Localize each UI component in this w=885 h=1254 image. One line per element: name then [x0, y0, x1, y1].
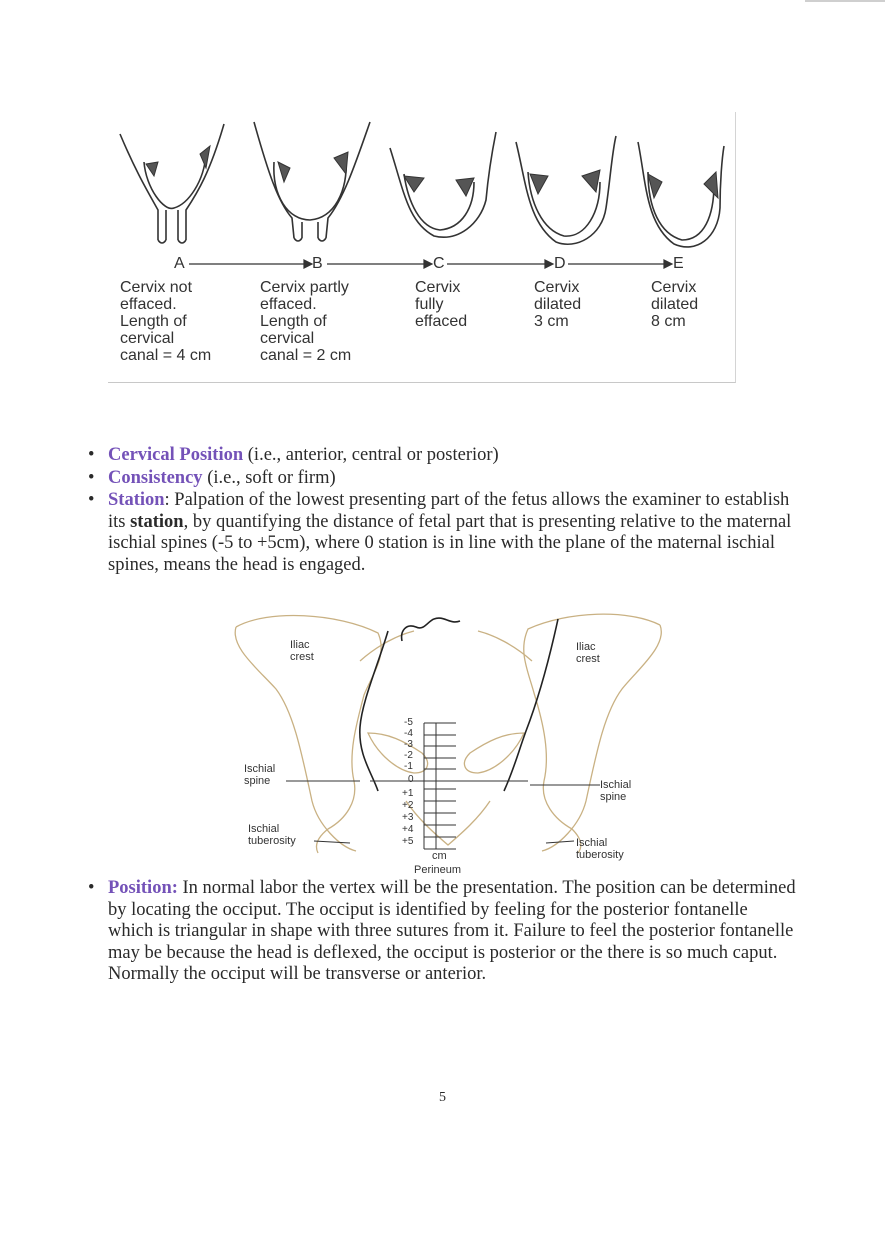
station-tick: -3 — [404, 739, 413, 750]
page-number: 5 — [439, 1090, 446, 1105]
stage-description-a: Cervix not effaced. Length of cervical canal = 4 cm — [120, 279, 212, 364]
bullet-keyword: Station — [108, 490, 165, 510]
cervix-drawing-b — [254, 122, 370, 241]
bullet-text: (i.e., soft or firm) — [202, 467, 336, 488]
stage-description-e: Cervix dilated 8 cm — [651, 279, 699, 330]
cervix-drawing-d — [516, 136, 616, 244]
fetal-head-top — [402, 618, 460, 641]
cervix-effacement-figure — [108, 112, 736, 383]
bullet-text: , by quantifying the distance of fetal part that is presenting relative to the maternal ischial spines (-5 to +5cm), where 0 station is in line with the plane of the maternal ischial spines, means the head is engaged. — [108, 511, 792, 575]
station-tick: +3 — [402, 812, 414, 823]
label-ischial-spine-left: Ischial spine — [244, 763, 276, 787]
bullet-text: In normal labor the vertex will be the presentation. The position can be determined by locating the occiput. The occiput is identified by feeling for the posterior fontanelle which is triangular in shape with three sutures from it. Failure to feel the posterior fontanelle may be because the head is deflexed, the occiput is posterior or the there is so much caput. Normally the occiput will be transverse or anterior. — [108, 878, 796, 984]
page-edge-line — [805, 0, 885, 2]
pelvis-station-figure — [228, 605, 668, 880]
bullet-keyword: Consistency — [108, 467, 203, 488]
station-tick: -5 — [404, 717, 413, 728]
label-unit-cm: cm — [432, 850, 447, 862]
bullet-keyword: Position: — [108, 878, 178, 898]
station-tick: +1 — [402, 788, 414, 799]
station-tick: +2 — [402, 800, 414, 811]
stage-letter-c: C — [433, 255, 445, 272]
cervix-drawing-e — [638, 142, 724, 247]
bullet-consistency — [86, 468, 796, 490]
bullet-text: (i.e., anterior, central or posterior) — [243, 445, 499, 465]
stage-description-d: Cervix dilated 3 cm — [534, 279, 582, 330]
cervix-drawing-c — [390, 132, 496, 237]
bullet-position — [86, 878, 796, 986]
bullet-dot: • — [88, 878, 95, 898]
bullet-station — [86, 490, 796, 576]
station-tick: +4 — [402, 824, 414, 835]
bullet-keyword: Cervical Position — [108, 445, 244, 465]
station-tick: +5 — [402, 836, 414, 847]
label-ischial-spine-right: Ischial spine — [600, 779, 632, 803]
bullet-cervical-position — [86, 445, 796, 467]
cervix-drawing-a — [120, 124, 224, 243]
station-tick: -4 — [404, 728, 413, 739]
bullet-bold-term: station — [130, 511, 184, 532]
stage-letter-b: B — [312, 255, 323, 272]
bullet-dot: • — [88, 467, 95, 488]
station-tick: -2 — [404, 750, 413, 761]
stage-description-b: Cervix partly effaced. Length of cervical canal = 2 cm — [260, 279, 352, 364]
bullet-text: : Palpation of the lowest presenting part of the fetus allows the examiner to establish its — [108, 490, 790, 532]
label-ischial-tuberosity-left: Ischial tuberosity — [248, 823, 296, 847]
label-ischial-tuberosity-right: Ischial tuberosity — [576, 837, 624, 861]
station-tick: -1 — [404, 761, 413, 772]
label-perineum: Perineum — [414, 864, 462, 876]
stage-letter-a: A — [174, 255, 185, 272]
stage-letter-d: D — [554, 255, 566, 272]
bullet-dot: • — [88, 490, 95, 510]
label-iliac-crest-left: Iliac crest — [290, 639, 314, 663]
bullet-dot: • — [88, 445, 95, 465]
stage-letter-e: E — [673, 255, 684, 272]
label-iliac-crest-right: Iliac crest — [576, 641, 600, 665]
stage-description-c: Cervix fully effaced — [415, 279, 468, 330]
position-bullet-list — [86, 878, 796, 986]
assessment-bullet-list — [86, 445, 796, 577]
station-tick: 0 — [408, 774, 414, 785]
